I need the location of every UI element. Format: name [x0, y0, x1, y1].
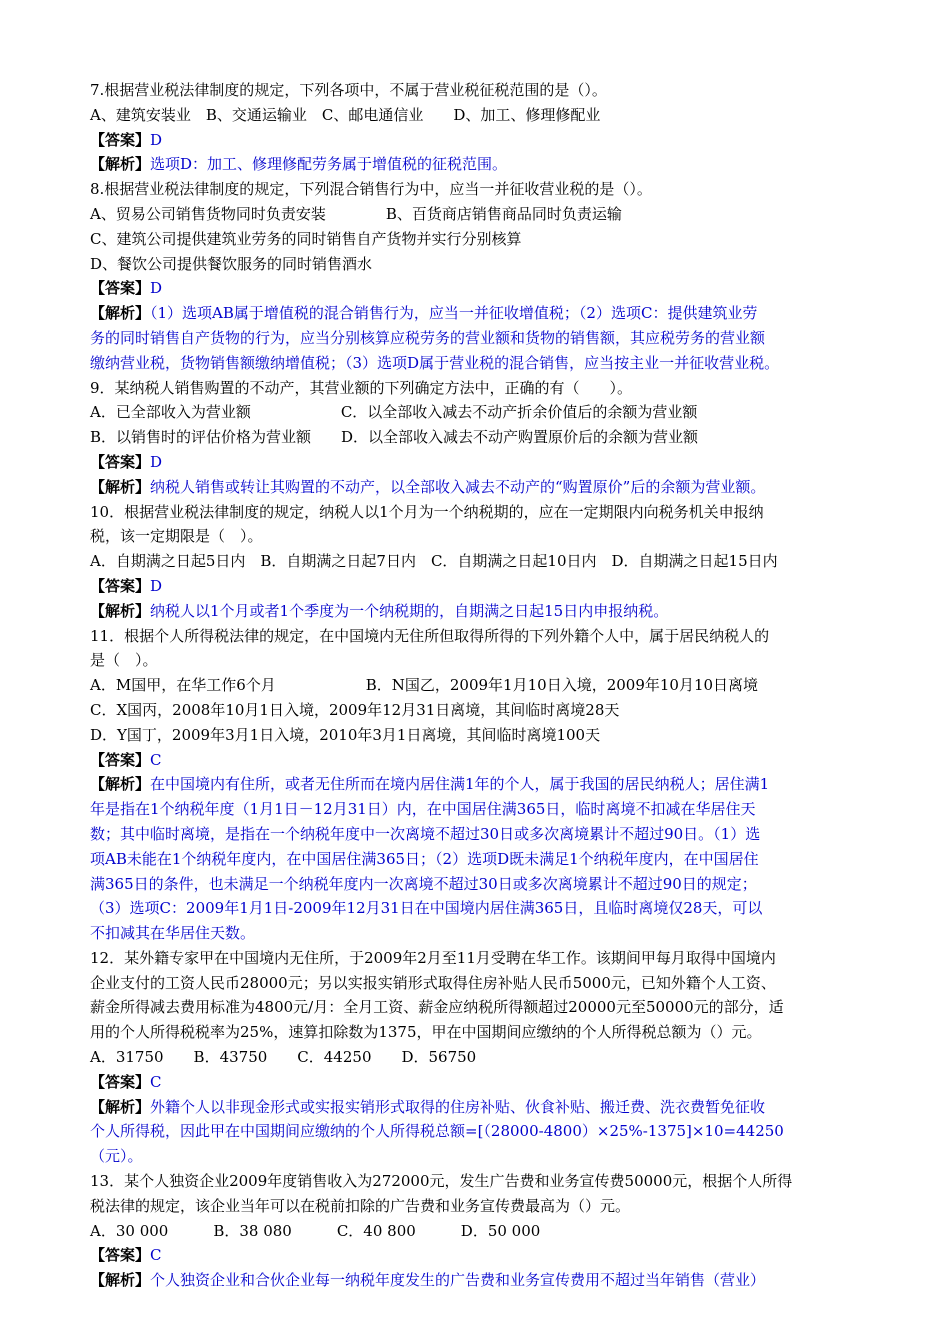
question-block	[90, 177, 870, 375]
document-body	[90, 78, 870, 1293]
question-stem: 13．某个人独资企业2009年度销售收入为272000元，发生广告费和业务宣传费50000元，根据个人所得	[90, 1172, 793, 1191]
analysis-line	[90, 896, 870, 921]
analysis-tag: 【解析】	[90, 1097, 151, 1116]
question-stem: 是（ ）。	[90, 651, 158, 670]
analysis-line	[90, 772, 870, 797]
analysis-text: 满365日的条件，也未满足一个纳税年度内一次离境不超过30日或多次离境累计不超过90日的规定；	[90, 874, 757, 893]
analysis-tag: 【解析】	[90, 155, 151, 174]
analysis-tag: 【解析】	[90, 775, 151, 794]
analysis-line	[90, 872, 870, 897]
question-options: C．X国丙，2008年10月1日入境，2009年12月31日离境，其间临时离境28天	[90, 700, 620, 719]
analysis-text: （元）。	[90, 1147, 143, 1166]
analysis-line	[90, 797, 870, 822]
question-options: B．以销售时的评估价格为营业额 D．以全部收入减去不动产购置原价后的余额为营业额	[90, 428, 699, 447]
question-stem: 12．某外籍专家甲在中国境内无住所，于2009年2月至11月受聘在华工作。该期间甲每月取得中国境内	[90, 948, 776, 967]
question-stem: 企业支付的工资人民币28000元；另以实报实销形式取得住房补贴人民币5000元，已知外籍个人工资、	[90, 973, 776, 992]
analysis-line	[90, 1144, 870, 1169]
analysis-line	[90, 326, 870, 351]
analysis-tag: 【解析】	[90, 1271, 151, 1290]
answer-line	[90, 748, 870, 773]
answer-line	[90, 574, 870, 599]
answer-value: C	[150, 1072, 162, 1091]
question-options: D．Y国丁，2009年3月1日入境，2010年3月1日离境，其间临时离境100天	[90, 725, 601, 744]
answer-value: D	[150, 576, 163, 595]
question-block	[90, 376, 870, 500]
question-stem: 薪金所得减去费用标准为4800元/月：全月工资、薪金应纳税所得额超过20000元至50000元的部分，适	[90, 998, 784, 1017]
answer-value: D	[150, 452, 163, 471]
question-options: A．已全部收入为营业额 C．以全部收入减去不动产折余价值后的余额为营业额	[90, 403, 698, 422]
analysis-text: 数；其中临时离境，是指在一个纳税年度中一次离境不超过30日或多次离境累计不超过90日。（1）选	[90, 824, 761, 843]
question-block	[90, 1169, 870, 1293]
analysis-text: （1）选项AB属于增值税的混合销售行为，应当一并征收增值税；（2）选项C：提供建筑业劳	[150, 304, 758, 323]
question-block	[90, 624, 870, 946]
question-options: C、建筑公司提供建筑业劳务的同时销售自产货物并实行分别核算	[90, 229, 522, 248]
question-options: A、建筑安装业 B、交通运输业 C、邮电通信业 D、加工、修理修配业	[90, 105, 601, 124]
question-options: A．31750 B．43750 C．44250 D．56750	[90, 1048, 477, 1067]
question-stem: 8.根据营业税法律制度的规定，下列混合销售行为中，应当一并征收营业税的是（）。	[90, 180, 652, 199]
answer-tag: 【答案】	[90, 750, 151, 769]
analysis-text: 缴纳营业税，货物销售额缴纳增值税；（3）选项D属于营业税的混合销售，应当按主业一并征收营业税。	[90, 353, 780, 372]
question-block	[90, 500, 870, 624]
analysis-text: 在中国境内有住所，或者无住所而在境内居住满1年的个人，属于我国的居民纳税人；居住满1	[150, 775, 770, 794]
question-stem: 用的个人所得税税率为25%，速算扣除数为1375，甲在中国期间应缴纳的个人所得税总额为（）元。	[90, 1023, 762, 1042]
analysis-text: 务的同时销售自产货物的行为，应当分别核算应税劳务的营业额和货物的销售额，其应税劳务的营业额	[90, 328, 766, 347]
answer-line	[90, 1243, 870, 1268]
analysis-text: 纳税人以1个月或者1个季度为一个纳税期的，自期满之日起15日内申报纳税。	[150, 601, 669, 620]
answer-tag: 【答案】	[90, 279, 151, 298]
analysis-tag: 【解析】	[90, 601, 151, 620]
answer-line	[90, 450, 870, 475]
analysis-line	[90, 152, 870, 177]
question-options: A．M国甲，在华工作6个月 B．N国乙，2009年1月10日入境，2009年10月10日离境	[90, 676, 759, 695]
question-stem: 税法律的规定，该企业当年可以在税前扣除的广告费和业务宣传费最高为（）元。	[90, 1196, 631, 1215]
analysis-text: 不扣减其在华居住天数。	[90, 924, 256, 943]
answer-value: D	[150, 130, 163, 149]
analysis-text: 个人独资企业和合伙企业每一纳税年度发生的广告费和业务宣传费用不超过当年销售（营业）	[150, 1271, 766, 1290]
question-stem: 9．某纳税人销售购置的不动产，其营业额的下列确定方法中，正确的有（ ）。	[90, 378, 633, 397]
question-stem: 10．根据营业税法律制度的规定，纳税人以1个月为一个纳税期的，应在一定期限内向税务机关申报纳	[90, 502, 764, 521]
analysis-line	[90, 921, 870, 946]
analysis-text: 项AB未能在1个纳税年度内，在中国居住满365日；（2）选项D既未满足1个纳税年度内，在中国居住	[90, 849, 759, 868]
analysis-line	[90, 822, 870, 847]
analysis-tag: 【解析】	[90, 304, 151, 323]
answer-value: C	[150, 750, 162, 769]
question-stem: 税，该一定期限是（ ）。	[90, 527, 263, 546]
analysis-text: 年是指在1个纳税年度（1月1日－12月31日）内，在中国居住满365日，临时离境不扣减在华居住天	[90, 800, 756, 819]
answer-tag: 【答案】	[90, 1246, 151, 1265]
answer-line	[90, 128, 870, 153]
analysis-line	[90, 301, 870, 326]
analysis-text: （3）选项C：2009年1月1日-2009年12月31日在中国境内居住满365日，且临时离境仅28天，可以	[90, 899, 763, 918]
analysis-line	[90, 1268, 870, 1293]
analysis-line	[90, 599, 870, 624]
answer-tag: 【答案】	[90, 452, 151, 471]
analysis-text: 选项D：加工、修理修配劳务属于增值税的征税范围。	[150, 155, 508, 174]
analysis-line	[90, 351, 870, 376]
answer-line	[90, 276, 870, 301]
answer-tag: 【答案】	[90, 576, 151, 595]
question-stem: 11．根据个人所得税法律的规定，在中国境内无住所但取得所得的下列外籍个人中，属于居民纳税人的	[90, 626, 770, 645]
question-block	[90, 78, 870, 177]
analysis-text: 纳税人销售或转让其购置的不动产，以全部收入减去不动产的“购置原价”后的余额为营业额。	[150, 477, 766, 496]
answer-value: D	[150, 279, 163, 298]
answer-line	[90, 1070, 870, 1095]
question-options: A、贸易公司销售货物同时负责安装 B、百货商店销售商品同时负责运输	[90, 204, 622, 223]
answer-tag: 【答案】	[90, 1072, 151, 1091]
analysis-text: 个人所得税，因此甲在中国期间应缴纳的个人所得税总额=[（28000-4800）×25%-1375]×10=44250	[90, 1122, 784, 1141]
question-block	[90, 946, 870, 1169]
analysis-line	[90, 847, 870, 872]
answer-tag: 【答案】	[90, 130, 151, 149]
question-options: D、餐饮公司提供餐饮服务的同时销售酒水	[90, 254, 373, 273]
answer-value: C	[150, 1246, 162, 1265]
question-stem: 7.根据营业税法律制度的规定，下列各项中，不属于营业税征税范围的是（）。	[90, 81, 607, 99]
analysis-tag: 【解析】	[90, 477, 151, 496]
analysis-line	[90, 1119, 870, 1144]
analysis-line	[90, 475, 870, 500]
question-options: A．30 000 B．38 080 C．40 800 D．50 000	[90, 1221, 541, 1240]
analysis-line	[90, 1095, 870, 1120]
analysis-text: 外籍个人以非现金形式或实报实销形式取得的住房补贴、伙食补贴、搬迁费、洗衣费暂免征收	[150, 1097, 766, 1116]
question-options: A．自期满之日起5日内 B．自期满之日起7日内 C．自期满之日起10日内 D．自期满之日起15日内	[90, 552, 778, 571]
